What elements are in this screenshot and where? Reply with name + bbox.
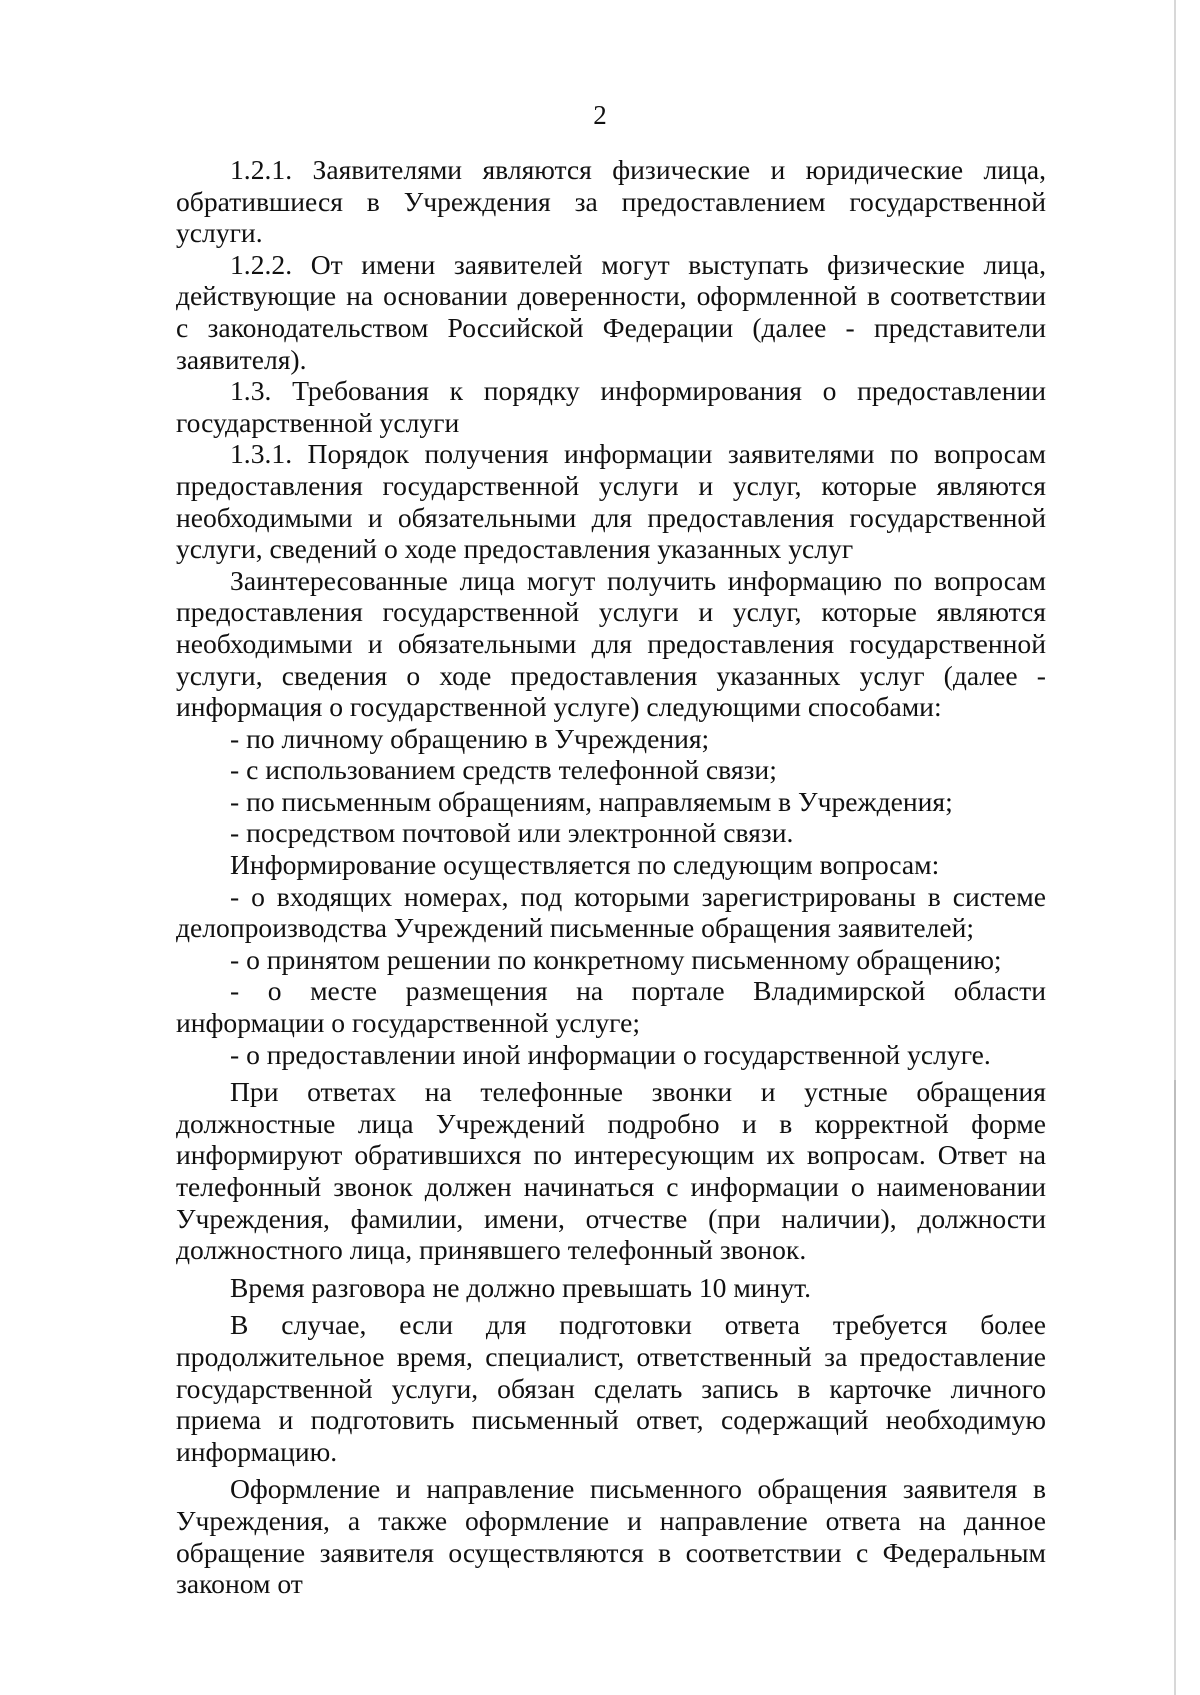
paragraph-call-duration: Время разговора не должно превышать 10 минут. bbox=[230, 1271, 812, 1303]
paragraph-1-2-1: 1.2.1. Заявителями являются физические и юридические лица, обратившиеся в Учреждения за предоставлением государственной услуги. bbox=[176, 154, 1046, 249]
scan-edge-shadow bbox=[1174, 1080, 1176, 1540]
list-item-portal-location: - о месте размещения на портале Владимирской области информации о государственной услуге; bbox=[176, 975, 1046, 1039]
paragraph-interested-persons: Заинтересованные лица могут получить информацию по вопросам предоставления государственной услуги и услуг, которые являются необходимыми и обязательными для предоставления государственной услуги, сведения о ходе предоставления указанных услуг (далее - информация о государственной услуге) следующими способами: bbox=[176, 564, 1046, 723]
paragraph-1-3-1: 1.3.1. Порядок получения информации заявителями по вопросам предоставления государственной услуги и услуг, которые являются необходимыми и обязательными для предоставления государственной услуги, сведений о ходе предоставления указанных услуг bbox=[176, 438, 1046, 565]
paragraph-informing-topics: Информирование осуществляется по следующим вопросам: bbox=[230, 849, 940, 881]
paragraph-longer-preparation: В случае, если для подготовки ответа требуется более продолжительное время, специалист, ответственный за предоставление государственной услуги, обязан сделать запись в карточке личного приема и подготовить письменный ответ, содержащий необходимую информацию. bbox=[176, 1309, 1046, 1467]
paragraph-1-3-heading: 1.3. Требования к порядку информирования о предоставлении государственной услуги bbox=[176, 375, 1046, 438]
paragraph-phone-answers: При ответах на телефонные звонки и устные обращения должностные лица Учреждений подробно и в корректной форме информируют обратившихся по интересующим их вопросам. Ответ на телефонный звонок должен начинаться с информации о наименовании Учреждения, фамилии, имени, отчестве (при наличии), должности должностного лица, принявшего телефонный звонок. bbox=[176, 1076, 1046, 1266]
paragraph-written-requests-law: Оформление и направление письменного обращения заявителя в Учреждения, а также оформление и направление ответа на данное обращение заявителя осуществляются в соответствии с Федеральным законом от bbox=[176, 1473, 1046, 1600]
paragraph-1-2-2: 1.2.2. От имени заявителей могут выступать физические лица, действующие на основании доверенности, оформленной в соответствии с законодательством Российской Федерации (далее - представители заявителя). bbox=[176, 248, 1046, 375]
list-item-other-info: - о предоставлении иной информации о государственной услуге. bbox=[230, 1038, 991, 1070]
document-body bbox=[176, 154, 1046, 1600]
list-item-telephone: - с использованием средств телефонной связи; bbox=[230, 754, 777, 786]
list-item-postal-electronic: - посредством почтовой или электронной связи. bbox=[230, 817, 794, 849]
page-number: 2 bbox=[593, 100, 607, 130]
list-item-decision: - о принятом решении по конкретному письменному обращению; bbox=[230, 943, 1002, 975]
list-item-incoming-numbers: - о входящих номерах, под которыми зарегистрированы в системе делопроизводства Учреждений письменные обращения заявителей; bbox=[176, 880, 1046, 944]
list-item-personal-visit: - по личному обращению в Учреждения; bbox=[230, 722, 710, 754]
list-item-written-requests: - по письменным обращениям, направляемым в Учреждения; bbox=[230, 785, 953, 817]
